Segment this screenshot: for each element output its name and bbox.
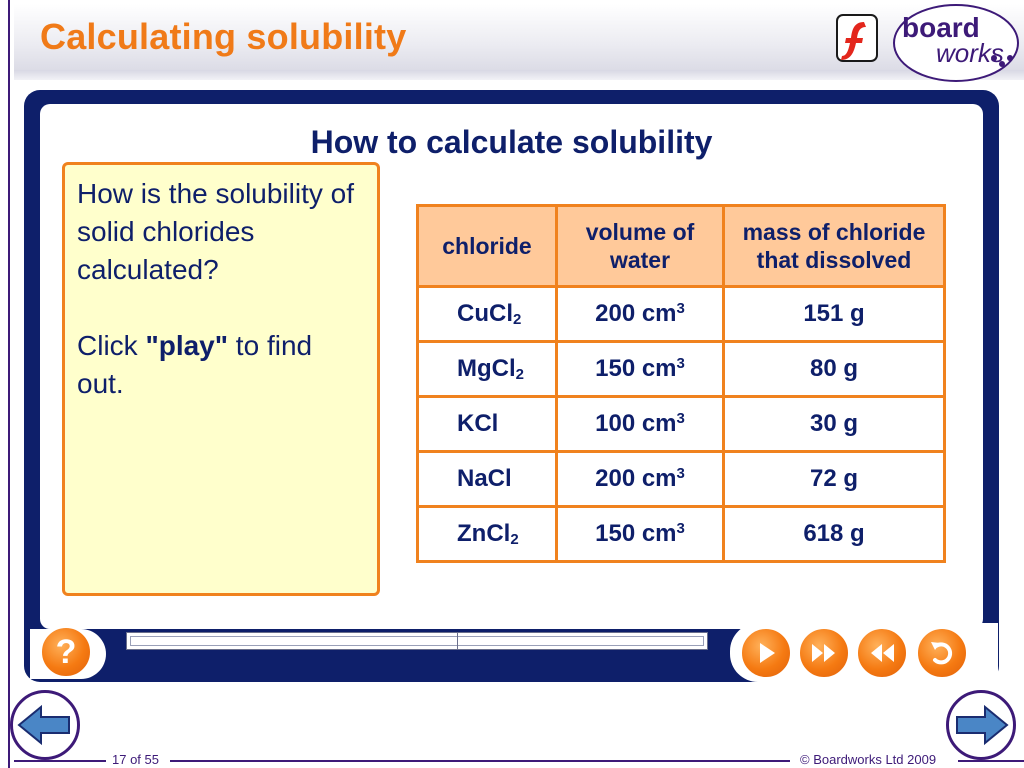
page-title: Calculating solubility <box>40 16 407 57</box>
replay-button[interactable] <box>916 627 968 679</box>
table-row <box>418 452 945 507</box>
volume-cell: 200 $cm^3$ <box>557 287 724 342</box>
copyright-notice: © Boardworks Ltd 2009 <box>800 752 937 767</box>
arrow-left-icon <box>13 693 77 757</box>
info-instruction: Click "play" to find out. <box>77 330 313 399</box>
header-underline <box>14 70 1024 80</box>
table-row <box>418 507 945 562</box>
progress-marker[interactable] <box>457 633 458 649</box>
play-keyword: "play" <box>145 330 229 361</box>
stage-content <box>40 104 983 629</box>
table-row <box>418 287 945 342</box>
header-mass: mass of chloride that dissolved <box>724 206 945 287</box>
play-icon <box>753 640 779 666</box>
mass-cell: 30 g <box>724 397 945 452</box>
footer-rule-right <box>958 760 1024 762</box>
info-box <box>62 162 380 596</box>
table-row <box>418 342 945 397</box>
header-volume: volume of water <box>557 206 724 287</box>
help-button[interactable] <box>40 626 92 678</box>
info-question: How is the solubility of solid chlorides calculated? <box>77 178 355 285</box>
mass-cell: 72 g <box>724 452 945 507</box>
fast-forward-icon <box>809 640 839 666</box>
left-border-rule <box>8 0 10 768</box>
solubility-table <box>416 204 946 563</box>
table-row <box>418 397 945 452</box>
help-icon: ? <box>55 632 77 671</box>
logo-text-works: works <box>936 38 1004 68</box>
slide-heading: How to calculate solubility <box>310 124 713 160</box>
flash-icon <box>834 12 880 64</box>
previous-slide-button[interactable] <box>10 690 80 760</box>
mass-cell: 618 g <box>724 507 945 562</box>
play-button[interactable] <box>740 627 792 679</box>
chloride-cell: MgCl$_2$ <box>418 342 557 397</box>
footer-rule-left <box>14 760 106 762</box>
boardworks-logo <box>890 2 1022 84</box>
volume-cell: 200 $cm^3$ <box>557 452 724 507</box>
chloride-cell: NaCl <box>418 452 557 507</box>
activity-stage <box>24 90 999 682</box>
mass-cell: 80 g <box>724 342 945 397</box>
control-bar <box>24 623 999 682</box>
footer-rule-center <box>170 760 790 762</box>
fast-forward-button[interactable] <box>798 627 850 679</box>
volume-cell: 150 $cm^3$ <box>557 507 724 562</box>
volume-cell: 150 $cm^3$ <box>557 342 724 397</box>
progress-track-inner <box>130 636 704 646</box>
arrow-right-icon <box>949 693 1013 757</box>
chloride-cell: CuCl$_2$ <box>418 287 557 342</box>
mass-cell: 151 g <box>724 287 945 342</box>
rewind-button[interactable] <box>856 627 908 679</box>
progress-scrubber[interactable] <box>126 632 708 650</box>
replay-icon <box>927 638 957 668</box>
chloride-cell: KCl <box>418 397 557 452</box>
logo-text-board: board <box>902 12 980 43</box>
rewind-icon <box>867 640 897 666</box>
chloride-cell: ZnCl$_2$ <box>418 507 557 562</box>
header-chloride: chloride <box>418 206 557 287</box>
table-header-row <box>418 206 945 287</box>
volume-cell: 100 $cm^3$ <box>557 397 724 452</box>
next-slide-button[interactable] <box>946 690 1016 760</box>
page-counter: 17 of 55 <box>112 752 159 767</box>
